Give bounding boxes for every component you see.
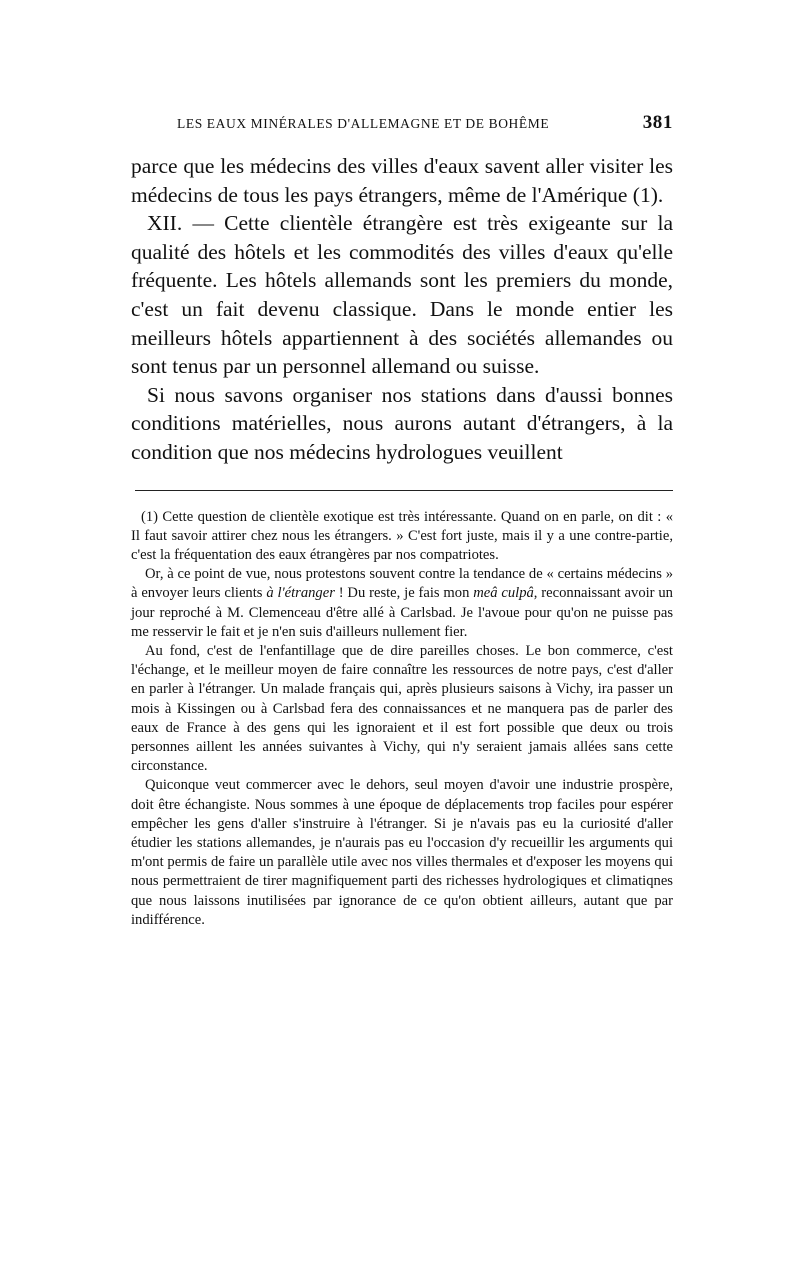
footnote-text: Or, à ce point de vue, nous protestons souvent contre la tendance de « certains médecins » à envoyer leurs clients <box>131 566 673 602</box>
paragraph: parce que les médecins des villes d'eaux savent aller visiter les médecins de tous les pays étrangers, même de l'Amérique (1). <box>131 154 673 207</box>
footnote-paragraph <box>131 565 673 642</box>
page-header <box>131 108 673 132</box>
page-number: 381 <box>642 112 673 133</box>
footnote-paragraph: Au fond, c'est de l'enfantillage que de dire pareilles choses. Le bon commerce, c'est l'échange, et le meilleur moyen de faire connaître les ressources de notre pays, c'est d'aller en parler à l'étranger. Un malade français qui, après plusieurs saisons à Vichy, ira passer un mois à Kissingen ou à Carlsbad fera des connaissances et ne manquera pas de parler des eaux de France à des gens qui les ignoraient et il est fort possible que deux ou trois personnes aillent les années suivantes à Vichy, qui n'y seraient jamais allées sans cette circonstance. <box>131 642 673 775</box>
footnote <box>131 508 673 930</box>
main-text <box>131 152 673 467</box>
paragraph: Si nous savons organiser nos stations dans d'aussi bonnes conditions matérielles, nous aurons autant d'étrangers, à la condition que nos médecins hydrologues veuillent <box>131 382 673 464</box>
footnote-divider <box>135 490 673 491</box>
footnote-paragraph: (1) Cette question de clientèle exotique est très intéressante. Quand on en parle, on dit : « Il faut savoir attirer chez nous les étrangers. » C'est fort juste, mais il y a une contre-partie, c'est la fréquentation des eaux étrangères par nos compatriotes. <box>131 508 673 563</box>
footnote-italic-text: meâ culpâ <box>473 585 534 602</box>
footnote-italic-text: à l'étranger <box>266 585 335 602</box>
book-page <box>131 108 673 930</box>
footnote-text: , reconnaissant avoir un jour reproché à M. Clemenceau d'être allé à Carlsbad. Je l'avoue pour qu'on ne puisse pas me resservir le fait et je n'en suis d'ailleurs nullement fier. <box>131 585 673 640</box>
footnote-paragraph: Quiconque veut commercer avec le dehors, seul moyen d'avoir une industrie prospère, doit être échangiste. Nous sommes à une époque de déplacements trop faciles pour espérer empêcher les gens d'aller s'instruire à l'étranger. Si je n'avais pas eu la curiosité d'aller étudier les stations allemandes, je n'aurais pas eu l'occasion d'y recueillir les arguments qui m'ont permis de faire un parallèle utile avec nos villes thermales et d'exposer les moyens qui nous permettraient de tirer magnifiquement parti des richesses hydrologiques et climatiqnes que nous laissons inutilisées par ignorance de ce qu'on obtient ailleurs, autant que par indifférence. <box>131 777 673 928</box>
paragraph: XII. — Cette clientèle étrangère est très exigeante sur la qualité des hôtels et les commodités des villes d'eaux qu'elle fréquente. Les hôtels allemands sont les premiers du monde, c'est un fait devenu classique. Dans le monde entier les meilleurs hôtels appartiennent à des sociétés allemandes ou sont tenus par un personnel allemand ou suisse. <box>131 211 673 379</box>
running-title: LES EAUX MINÉRALES D'ALLEMAGNE ET DE BOHÊME <box>177 116 550 131</box>
footnote-text: ! Du reste, je fais mon <box>334 585 474 602</box>
